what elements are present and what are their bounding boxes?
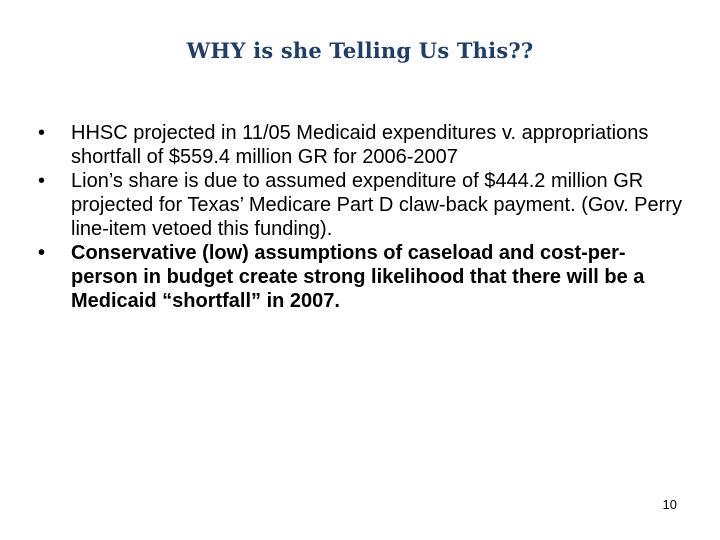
bullet-text: HHSC projected in 11/05 Medicaid expenditures v. appropriations shortfall of $559.4 million GR for 2006-2007 [71, 122, 649, 168]
bullet-item [38, 121, 688, 169]
bullet-list [38, 121, 688, 313]
slide-title: WHY is she Telling Us This?? [186, 38, 534, 63]
bullet-item [38, 169, 688, 241]
bullet-icon: • [38, 122, 46, 144]
bullet-text: Lion’s share is due to assumed expenditure of $444.2 million GR projected for Texas’ Medicare Part D claw-back payment. (Gov. Perry line-item vetoed this funding). [71, 170, 682, 240]
page-number: 10 [662, 497, 677, 512]
bullet-text: Conservative (low) assumptions of caseload and cost-per-person in budget create strong likelihood that there will be a Medicaid “shortfall” in 2007. [71, 242, 645, 312]
bullet-icon: • [38, 242, 46, 264]
bullet-icon: • [38, 170, 46, 192]
bullet-item [38, 241, 688, 313]
